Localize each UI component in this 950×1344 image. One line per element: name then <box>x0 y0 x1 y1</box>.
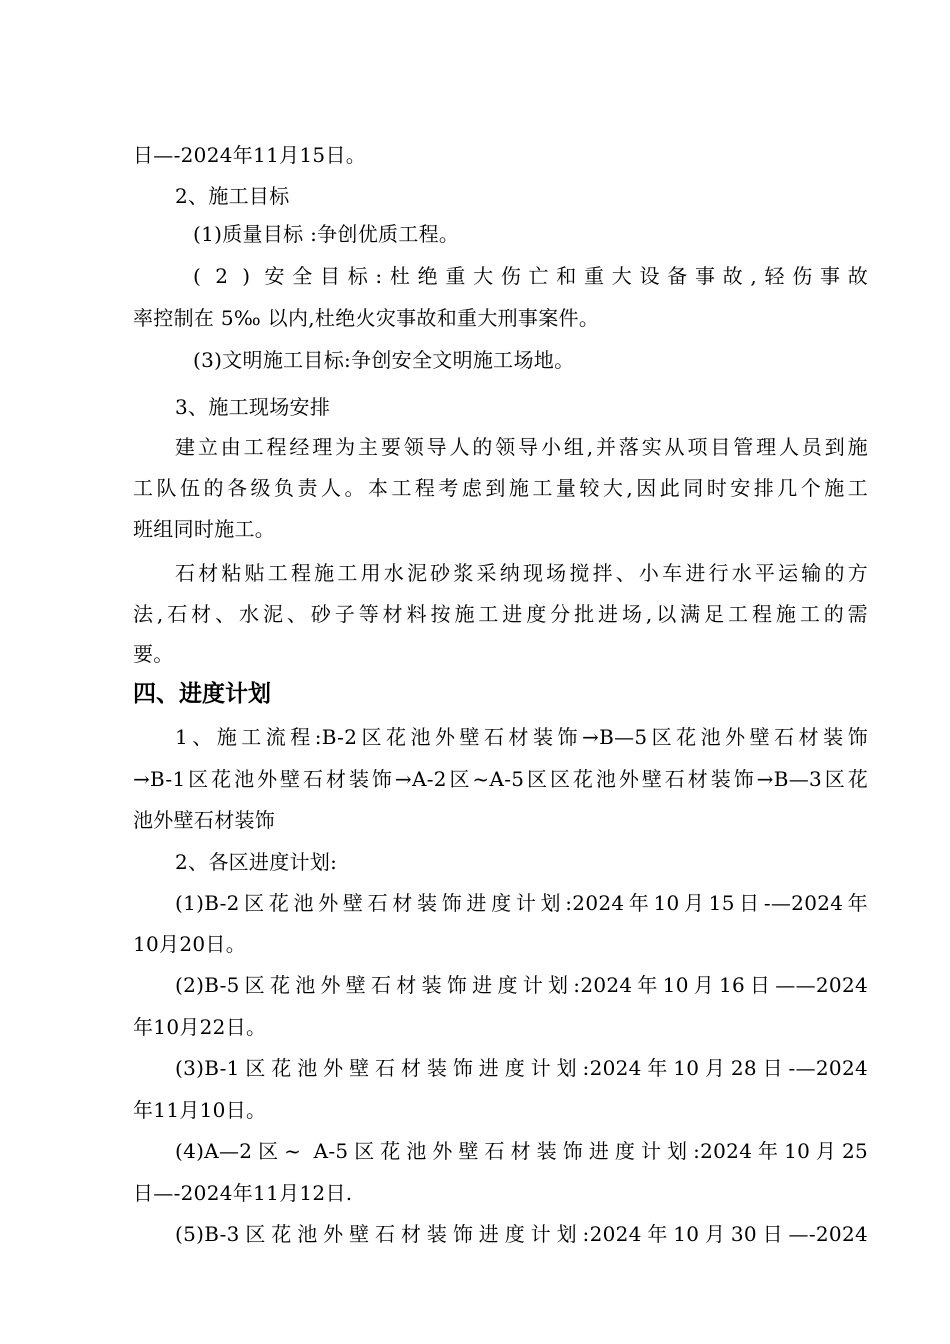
paragraph-line: 年11月10日。 <box>133 1098 267 1122</box>
paragraph-line: 建立由工程经理为主要领导人的领导小组,并落实从项目管理人员到施 <box>175 435 868 459</box>
paragraph-line: (2)B-5区花池外壁石材装饰进度计划:2024年10月16日——2024 <box>175 973 868 997</box>
paragraph-line: (3)文明施工目标:争创安全文明施工场地。 <box>193 348 575 372</box>
paragraph-line: 率控制在 5‰ 以内,杜绝火灾事故和重大刑事案件。 <box>133 306 600 330</box>
paragraph-line: →B-1区花池外壁石材装饰→A-2区~A-5区区花池外壁石材装饰→B—3区花 <box>133 767 868 791</box>
paragraph-line: (3)B-1区花池外壁石材装饰进度计划:2024年10月28日-—2024 <box>175 1056 868 1080</box>
paragraph-line: 年10月22日。 <box>133 1015 267 1039</box>
paragraph-line: 日—-2024年11月12日. <box>133 1181 353 1205</box>
section-subheading: 2、施工目标 <box>175 184 290 208</box>
paragraph-line: 1、施工流程:B-2区花池外壁石材装饰→B—5区花池外壁石材装饰 <box>175 725 868 749</box>
paragraph-line: 日—-2024年11月15日。 <box>133 143 367 167</box>
section-subheading: 2、各区进度计划: <box>175 850 338 874</box>
paragraph-line: ( 2 ) 安全目标:杜绝重大伤亡和重大设备事故,轻伤事故 <box>193 264 868 288</box>
paragraph-line: (1)B-2区花池外壁石材装饰进度计划:2024年10月15日-—2024年 <box>175 891 868 915</box>
paragraph-line: (4)A—2区~ A-5区花池外壁石材装饰进度计划:2024年10月25 <box>175 1139 868 1163</box>
paragraph-line: (5)B-3区花池外壁石材装饰进度计划:2024年10月30日—-2024 <box>175 1222 868 1246</box>
paragraph-line: 法,石材、水泥、砂子等材料按施工进度分批进场,以满足工程施工的需 <box>133 602 868 626</box>
paragraph-line: 工队伍的各级负责人。本工程考虑到施工量较大,因此同时安排几个施工 <box>133 476 868 500</box>
paragraph-line: 班组同时施工。 <box>133 517 276 541</box>
paragraph-line: (1)质量目标 :争创优质工程。 <box>193 222 460 246</box>
section-subheading: 3、施工现场安排 <box>175 395 331 419</box>
section-heading: 四、进度计划 <box>133 681 271 707</box>
paragraph-line: 要。 <box>133 642 174 666</box>
paragraph-line: 石材粘贴工程施工用水泥砂浆采纳现场搅拌、小车进行水平运输的方 <box>175 561 868 585</box>
paragraph-line: 10月20日。 <box>133 932 246 956</box>
paragraph-line: 池外壁石材装饰 <box>133 808 276 832</box>
